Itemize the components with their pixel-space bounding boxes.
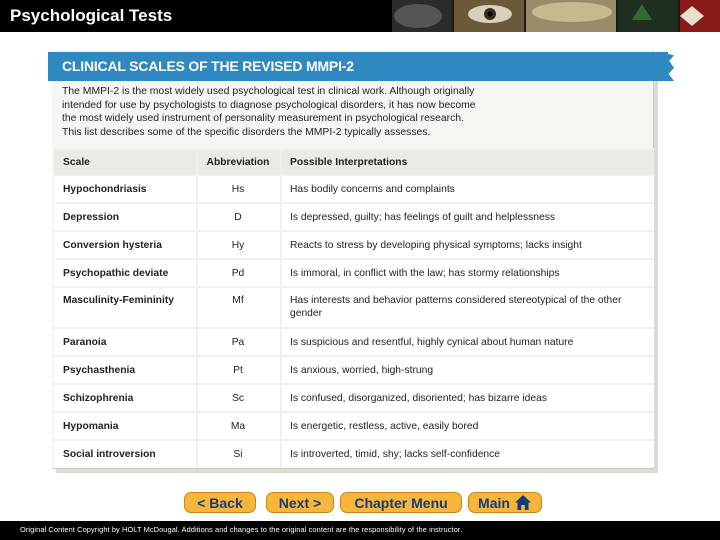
next-button[interactable] xyxy=(266,492,334,513)
intro-line: This list describes some of the specific disorders the MMPI-2 typically assesses. xyxy=(62,126,431,138)
intro-line: intended for use by psychologists to diagnose psychological disorders, it has now become xyxy=(62,99,476,111)
scale-abbreviation: Pa xyxy=(231,336,245,348)
section-banner xyxy=(48,52,668,81)
scale-name: Schizophrenia xyxy=(63,392,134,404)
header-bar xyxy=(0,0,720,32)
column-header-abbreviation: Abbreviation xyxy=(206,156,270,168)
footer-bar xyxy=(0,521,720,540)
copyright-text: Original Content Copyright by HOLT McDougal. Additions and changes to the original content are the responsibility of the instructor. xyxy=(20,525,463,534)
scale-interpretation: Is suspicious and resentful, highly cynical about human nature xyxy=(290,336,574,348)
banner-title: CLINICAL SCALES OF THE REVISED MMPI-2 xyxy=(62,58,354,74)
main-button[interactable] xyxy=(468,492,542,513)
table-header-row xyxy=(54,148,654,174)
scale-abbreviation: D xyxy=(234,211,242,223)
column-header-scale: Scale xyxy=(63,156,90,168)
chapter-menu-label: Chapter Menu xyxy=(354,494,448,511)
scale-name: Psychopathic deviate xyxy=(63,267,169,279)
scale-interpretation: Is energetic, restless, active, easily bored xyxy=(290,420,479,432)
scale-interpretation: Is introverted, timid, shy; lacks self-confidence xyxy=(290,448,501,460)
back-button-label: < Back xyxy=(197,494,243,511)
table-row xyxy=(54,411,654,439)
table-row xyxy=(54,174,654,202)
next-button-label: Next > xyxy=(278,494,322,511)
scale-abbreviation: Si xyxy=(233,448,243,460)
home-icon xyxy=(514,494,532,511)
scale-name: Masculinity-Femininity xyxy=(63,295,174,306)
scale-abbreviation: Pd xyxy=(231,267,245,279)
main-button-label: Main xyxy=(478,494,510,511)
table-row xyxy=(54,258,654,286)
scale-name: Social introversion xyxy=(63,448,156,460)
scale-abbreviation: Ma xyxy=(230,420,246,432)
scale-abbreviation: Pt xyxy=(233,364,243,376)
scale-name: Hypochondriasis xyxy=(63,183,147,195)
table-row xyxy=(54,202,654,230)
scale-interpretation: Has bodily concerns and complaints xyxy=(290,183,455,195)
header-collage-image xyxy=(392,0,720,32)
back-button[interactable] xyxy=(184,492,256,513)
page-title: Psychological Tests xyxy=(10,6,173,25)
table-row xyxy=(54,383,654,411)
table-row xyxy=(54,355,654,383)
scale-interpretation: Is confused, disorganized, disoriented; has bizarre ideas xyxy=(290,392,547,404)
scale-abbreviation: Mf xyxy=(232,295,244,306)
column-header-interpretations: Possible Interpretations xyxy=(290,156,408,168)
scale-name: Hypomania xyxy=(63,420,119,432)
intro-line: The MMPI-2 is the most widely used psychological test in clinical work. Although originally xyxy=(62,86,475,97)
scale-abbreviation: Hs xyxy=(231,183,245,195)
scale-name: Psychasthenia xyxy=(63,364,136,376)
table-row xyxy=(54,230,654,258)
table-row xyxy=(54,327,654,355)
intro-paragraph xyxy=(62,85,482,139)
scale-abbreviation: Hy xyxy=(231,239,245,251)
intro-line: the most widely used instrument of personality measurement in psychological research. xyxy=(62,113,464,125)
scale-interpretation: Is immoral, in conflict with the law; has stormy relationships xyxy=(290,267,560,279)
scale-interpretation: Has interests and behavior patterns considered stereotypical of the other gender xyxy=(290,295,622,319)
scales-table xyxy=(54,148,654,467)
scale-name: Paranoia xyxy=(63,336,107,348)
scale-name: Depression xyxy=(63,211,120,223)
chapter-menu-button[interactable] xyxy=(340,492,462,513)
table-row xyxy=(54,439,654,467)
scale-interpretation: Reacts to stress by developing physical symptoms; lacks insight xyxy=(290,239,582,251)
scale-name: Conversion hysteria xyxy=(63,239,162,251)
scale-interpretation: Is anxious, worried, high-strung xyxy=(290,364,434,376)
scale-interpretation: Is depressed, guilty; has feelings of guilt and helplessness xyxy=(290,211,556,223)
scale-abbreviation: Sc xyxy=(231,392,245,404)
table-row xyxy=(54,286,654,327)
